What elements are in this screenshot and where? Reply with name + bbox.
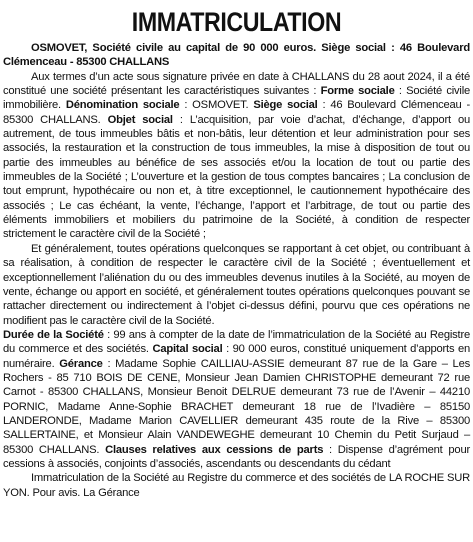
siege-label: Siège social bbox=[253, 99, 318, 112]
siege-value: : 46 Boulevard Clémenceau - 85300 CHALLANS. bbox=[3, 99, 471, 126]
duree-label: Durée de la Société bbox=[3, 328, 104, 341]
denomination-label: Dénomination sociale bbox=[65, 99, 180, 112]
paragraph-registration: Immatriculation de la Société au Registre du commerce et des sociétés de LA ROCHE SUR YON. Pour avis. La Gérance bbox=[3, 472, 470, 499]
objet-value: : L’acquisition, par voie d’achat, d’échange, d’apport ou autrement, de tous immeubles bâtis et non-bâtis, leur détention et leur administration pour ses associés, la restauration et la construction de tous immeubles, la mise à disposition de tout ou partie des immeubles au bénéfice de ses associés et/ou la location de tout ou partie des immeubles de la Société ; L’ouverture et la gestion de tous comptes bancaires ; La conclusion de tout emprunt, hypothécaire ou non et, à titre exceptionnel, le cautionnement hypothécaire des associés ; Le cas échéant, la vente, l’échange, l’apport et l’arbitrage, de tout ou partie des éléments immobiliers et mobiliers du patrimoine de la Société, à condition de respecter strictement le caractère civil de la Société ; bbox=[3, 113, 470, 241]
forme-label: Forme sociale bbox=[320, 85, 395, 98]
capital-label: Capital social bbox=[152, 343, 223, 356]
capital-value: : 90 000 euros, constitué uniquement d’apports en numéraire. bbox=[3, 343, 471, 370]
denomination-value: : OSMOVET. bbox=[179, 99, 254, 112]
paragraph-general: Et généralement, toutes opérations quelconques se rapportant à cet objet, ou contribuant à sa réalisation, à condition de respecter le caractère civil de la Société ; éventuellement et exceptionnellement l’aliénation du ou des immeubles devenus inutiles à la Société, au moyen de vente, échange ou apport en société, et généralement toutes opérations quelconques pouvant se rattacher directement ou indirectement à l’objet ci-dessus défini, pourvu que ces opérations ne modifient pas le caractère civil de la Société. bbox=[3, 242, 470, 327]
forme-value: : Société civile immobilière. bbox=[3, 85, 470, 112]
company-heading: OSMOVET, Société civile au capital de 90 000 euros. Siège social : 46 Boulevard Clémenceau - 85300 CHALLANS bbox=[3, 42, 470, 69]
clauses-label: Clauses relatives aux cessions de parts bbox=[105, 443, 324, 456]
intro-text: Aux termes d’un acte sous signature privée en date à CHALLANS du 28 aout 2024, il a été constitué une société présentant les caractéristiques suivantes : bbox=[3, 70, 470, 98]
paragraph-details bbox=[3, 328, 470, 471]
paragraph-constitution bbox=[3, 70, 470, 242]
clauses-value: : Dispense d’agrément pour cessions à associés, conjoints d’associés, ascendants ou descendants du cédant bbox=[3, 443, 470, 470]
notice-title: IMMATRICULATION bbox=[131, 7, 342, 37]
gerance-label: Gérance bbox=[59, 357, 103, 370]
objet-label: Objet social bbox=[107, 113, 173, 126]
duree-value: : 99 ans à compter de la date de l’immatriculation de la Société au Registre du commerce et des sociétés. bbox=[3, 328, 470, 356]
gerance-value: : Madame Sophie CAILLIAU-ASSIE demeurant 87 rue de la Gare – Les Rochers - 85 710 BOIS DE CENE, Monsieur Jean Damien CHRISTOPHE demeurant 72 rue Carnot - 85300 CHALLANS, Monsieur Benoit DELRUE demeurant 73 rue de l’Avenir – 44210 PORNIC, Madame Anne-Sophie BRACHET demeurant 18 rue de l’Ivadière – 85150 LANDERONDE, Madame Marion CAVELLIER demeurant 435 route de la Rive – 85300 SALLERTAINE, et Monsieur Alain VANDEWEGHE demeurant 10 Chemin du Petit Surjaud – 85300 CHALLANS. bbox=[3, 357, 470, 456]
notice-body bbox=[3, 41, 470, 500]
